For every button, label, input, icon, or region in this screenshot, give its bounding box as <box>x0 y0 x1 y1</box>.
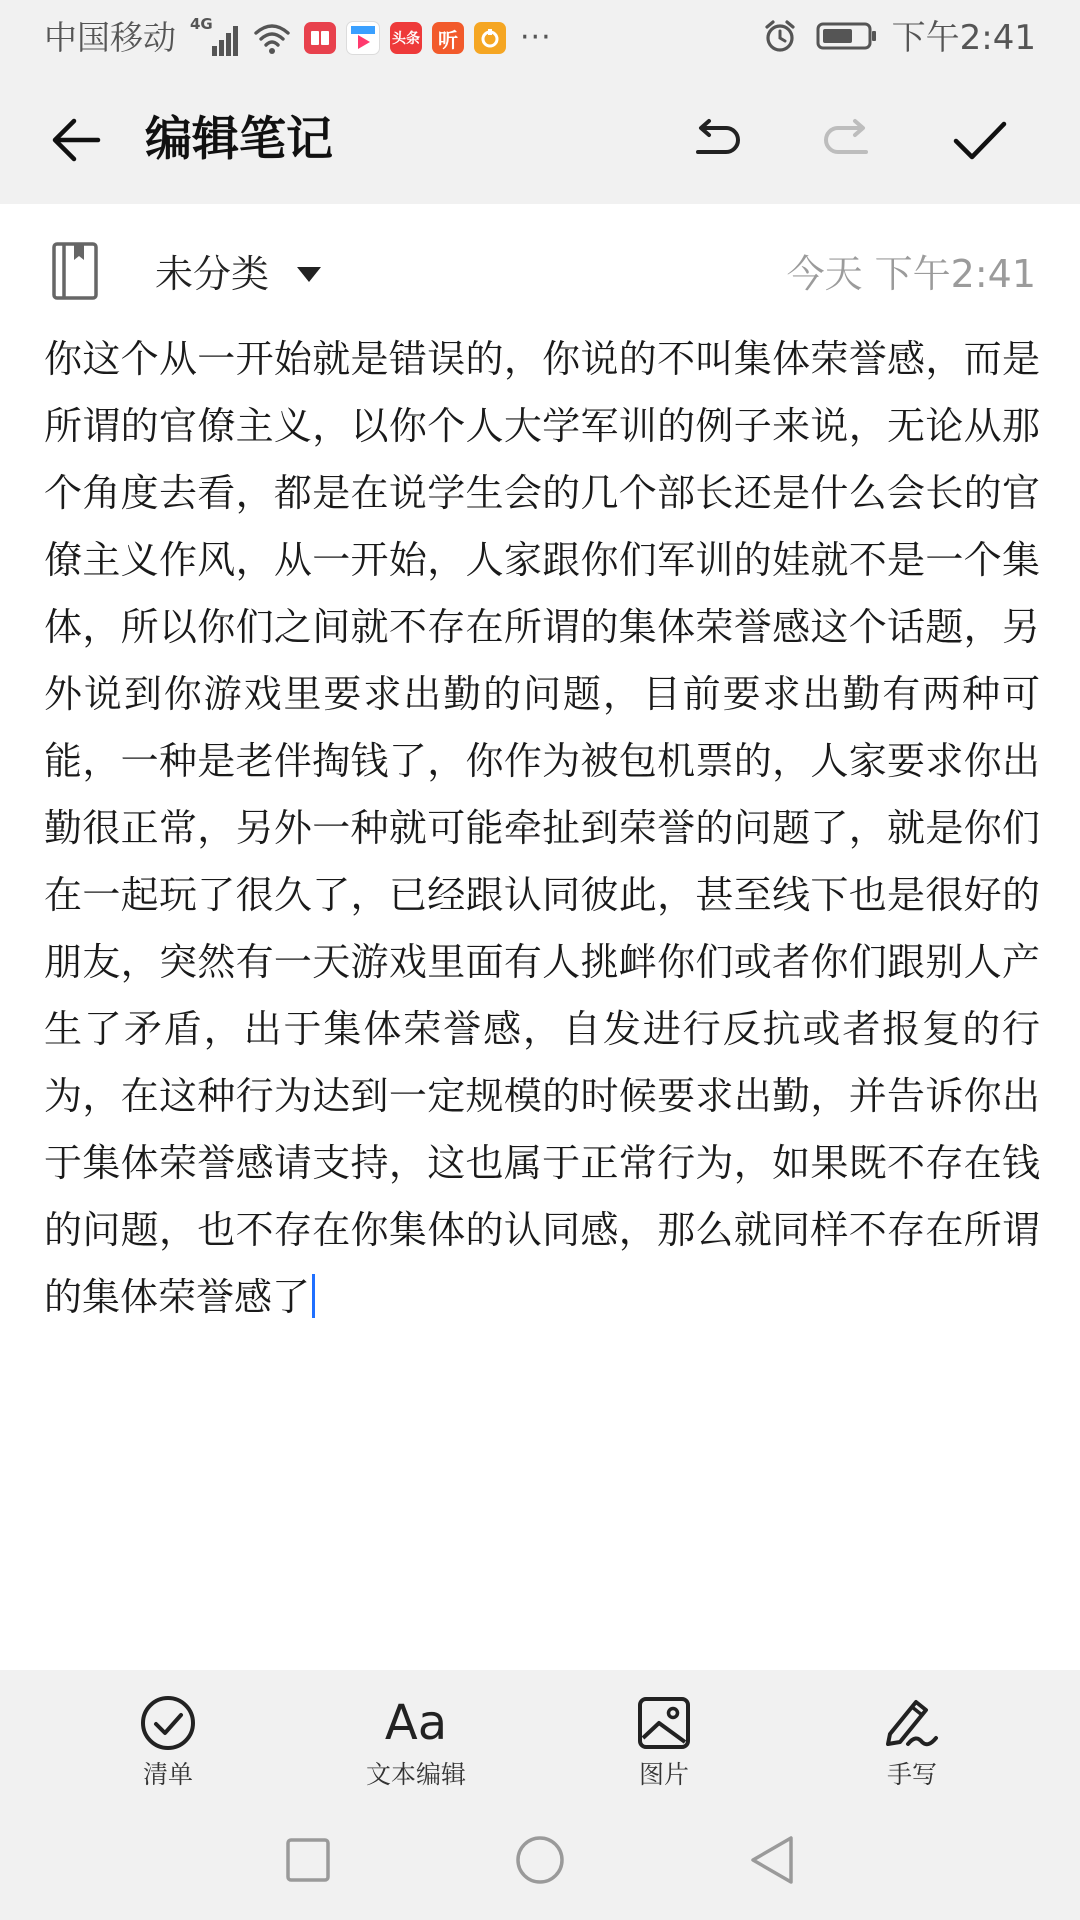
note-meta <box>0 204 1080 334</box>
save-button[interactable] <box>940 100 1020 180</box>
wifi-icon <box>252 20 292 56</box>
note-text: 你这个从一开始就是错误的，你说的不叫集体荣誉感，而是所谓的官僚主义，以你个人大学军训的例子来说，无论从那个角度去看，都是在说学生会的几个部长还是什么会长的官僚主义作风，从一开始，人家跟你们军训的娃就不是一个集体，所以你们之间就不存在所谓的集体荣誉感这个话题，另外说到你游戏里要求出勤的问题，目前要求出勤有两种可能，一种是老伴掏钱了，你作为被包机票的，人家要求你出勤很正常，另外一种就可能牵扯到荣誉的问题了，就是你们在一起玩了很久了，已经跟认同彼此，甚至线下也是很好的朋友，突然有一天游戏里面有人挑衅你们或者你们跟别人产生了矛盾，出于集体荣誉感，自发进行反抗或者报复的行为，在这种行为达到一定规模的时候要求出勤，并告诉你出于集体荣誉感请支持，这也属于正常行为，如果既不存在钱的问题，也不存在你集体的认同感，那么就同样不存在所谓的集体荣誉感了 <box>44 337 1040 1319</box>
listen-app-icon: 听 <box>432 22 464 54</box>
redo-icon <box>820 112 876 168</box>
note-body-editor[interactable] <box>44 326 1040 1331</box>
handwriting-button[interactable] <box>812 1670 1012 1800</box>
alarm-icon <box>762 18 798 58</box>
undo-icon <box>688 112 744 168</box>
note-timestamp: 今天 下午2:41 <box>786 252 1036 296</box>
text-format-icon: Aa <box>384 1695 448 1751</box>
back-arrow-icon <box>48 112 104 168</box>
checklist-icon <box>139 1694 197 1752</box>
toutiao-app-icon: 头条 <box>390 22 422 54</box>
redo-button[interactable] <box>808 100 888 180</box>
title-bar <box>0 76 1080 204</box>
status-icons <box>190 15 552 58</box>
promo-app-icon <box>474 22 506 54</box>
category-selector[interactable] <box>155 246 323 302</box>
back-button[interactable] <box>36 100 116 180</box>
back-nav-button[interactable] <box>742 1830 802 1890</box>
recent-apps-button[interactable] <box>278 1830 338 1890</box>
triangle-back-icon <box>747 1834 797 1886</box>
circle-icon <box>514 1834 566 1886</box>
image-icon <box>637 1696 691 1750</box>
home-button[interactable] <box>510 1830 570 1890</box>
dropdown-triangle-icon <box>295 264 323 284</box>
notebook-icon <box>52 242 98 304</box>
text-edit-button[interactable] <box>316 1670 516 1800</box>
checkmark-icon <box>950 112 1010 168</box>
more-notifications-icon: ··· <box>520 20 552 55</box>
network-type: 4G <box>190 15 213 33</box>
square-icon <box>284 1836 332 1884</box>
editor-toolbar <box>0 1670 1080 1800</box>
video-app-icon <box>346 21 380 55</box>
checklist-button[interactable] <box>68 1670 268 1800</box>
signal-icon <box>190 15 242 58</box>
image-label: 图片 <box>638 1760 689 1789</box>
text-edit-label: 文本编辑 <box>365 1760 466 1789</box>
pen-icon <box>882 1694 942 1752</box>
page-title: 编辑笔记 <box>145 112 333 167</box>
handwriting-label: 手写 <box>886 1760 937 1789</box>
status-bar <box>0 0 1080 76</box>
category-label: 未分类 <box>155 252 270 296</box>
status-right <box>762 18 1036 58</box>
image-button[interactable] <box>564 1670 764 1800</box>
book-app-icon <box>304 22 336 54</box>
carrier-name: 中国移动 <box>44 18 176 57</box>
system-nav-bar <box>0 1800 1080 1920</box>
battery-icon <box>816 21 878 55</box>
checklist-label: 清单 <box>142 1760 193 1789</box>
clock: 下午2:41 <box>891 18 1036 58</box>
undo-button[interactable] <box>676 100 756 180</box>
text-cursor <box>312 1274 315 1318</box>
